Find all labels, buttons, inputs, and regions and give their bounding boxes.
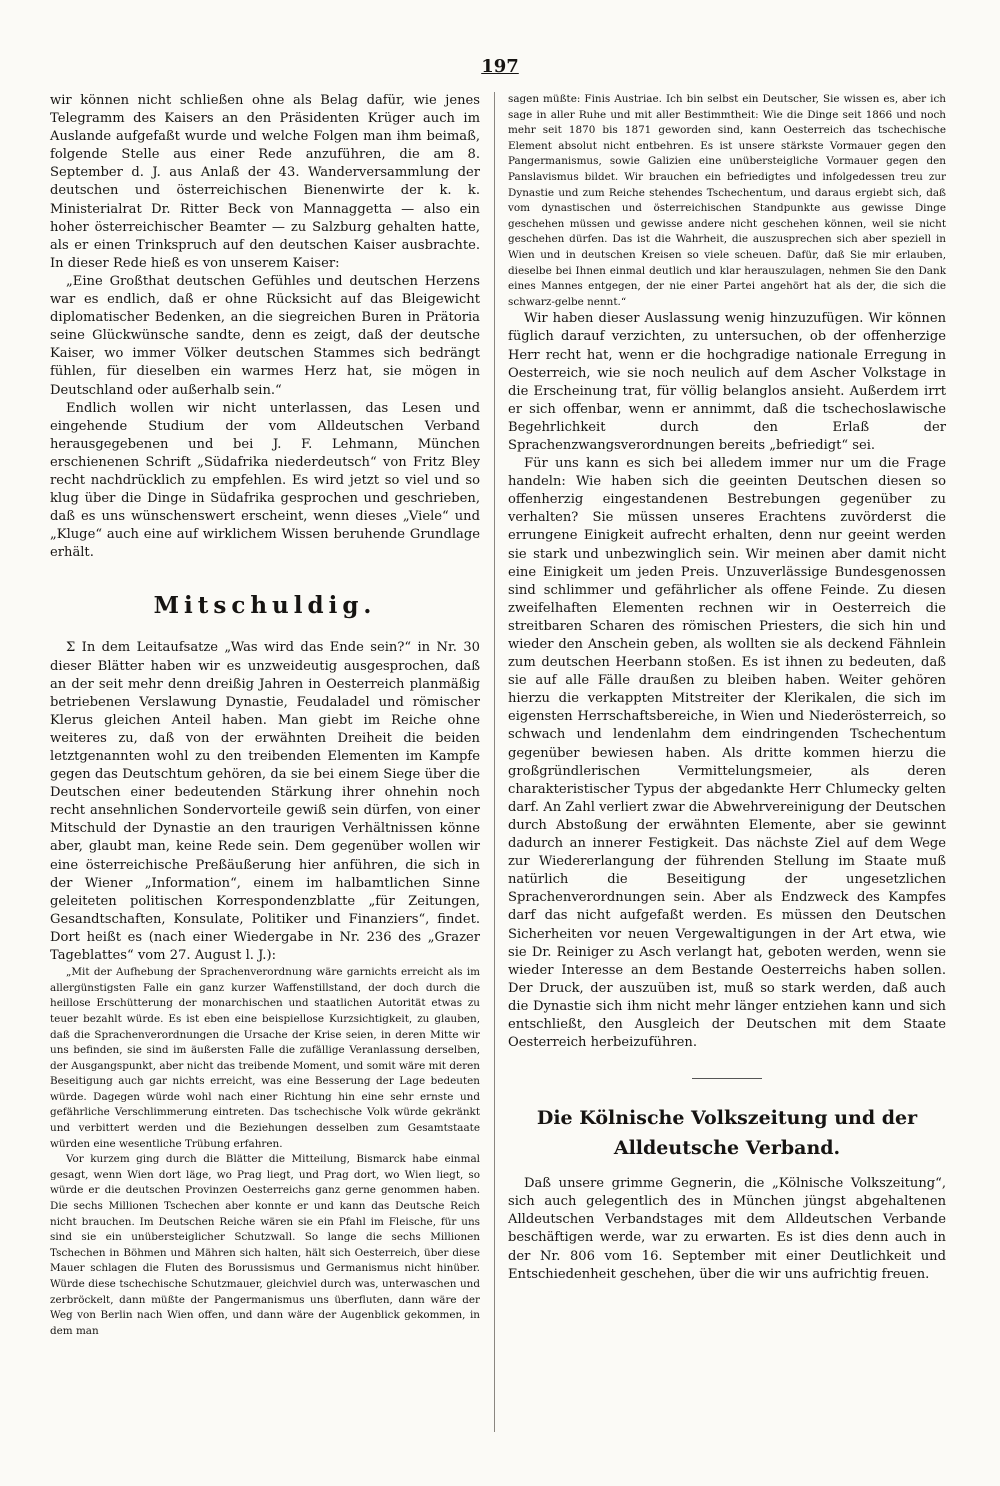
quote-paragraph: „Mit der Aufhebung der Sprachenverordnung wäre garnichts erreicht als im allergünstigsten Falle ein ganz kurzer Waffenstillstand, der doch durch die heillose Erschütterung der monarchischen und staatlichen Autorität etwas zu teuer bezahlt würde. Es ist eben eine beispiellose Kurzsichtigkeit, zu glauben, daß die Sprachenverordnungen die Ursache der Krise seien, in deren Mitte wir uns befinden, sie sind im äußersten Falle die zufällige Veranlassung derselben, der Ausgangspunkt, aber nicht das treibende Moment, und somit wäre mit deren Beseitigung auch gar nichts erreicht, was eine Besserung der Lage bedeuten würde. Dagegen würde wohl nach einer Richtung hin eine sehr ernste und gefährliche Verschlimmerung eintreten. Das tschechische Volk würde gekränkt und verbittert werden und die Beziehungen desselben zum Gesamtstaate würden eine wesentliche Trübung erfahren. [50, 966, 480, 1150]
body-paragraph: Wir haben dieser Auslassung wenig hinzuzufügen. Wir können füglich darauf verzichten, zu untersuchen, ob der offenherzige Herr recht hat, wenn er die hochgradige nationale Erregung in Oesterreich, wie sie noch neulich auf dem Ascher Volkstage in die Erscheinung trat, für völlig belanglos ansieht. Außerdem irrt er sich offenbar, wenn er annimmt, daß die tschechoslawische Begehrlichkeit durch den Erlaß der Sprachenzwangsverordnungen bereits „befriedigt“ sei. [508, 311, 946, 453]
intro-paragraph: Endlich wollen wir nicht unterlassen, das Lesen und eingehende Studium der vom Alldeutschen Verband herausgegebenen und bei J. F. Lehmann, München erschienenen Schrift „Südafrika niederdeutsch“ von Fritz Bley recht nachdrücklich zu empfehlen. Es wird jetzt so viel und so klug über die Dinge in Südafrika gesprochen und geschrieben, daß es uns wünschenswert erscheint, wenn dieses „Viele“ und „Kluge“ auch eine auf wirklichem Wissen beruhende Grundlage erhält. [50, 400, 480, 561]
left-column [50, 92, 480, 1339]
column-divider [494, 92, 495, 1432]
quote-paragraph: sagen müßte: Finis Austriae. Ich bin selbst ein Deutscher, Sie wissen es, aber ich sage in aller Ruhe und mit aller Bestimmtheit: Wie die Dinge seit 1866 und noch mehr seit 1870 bis 1871 geworden sind, kann Oesterreich das tschechische Element absolut nicht entbehren. Es ist unsere stärkste Vormauer gegen den Pangermanismus, sowie Galizien eine unübersteigliche Vormauer gegen den Panslavismus bildet. Wir brauchen ein befriedigtes und infolgedessen treu zur Dynastie und zum Reiche stehendes Tschechentum, und daraus ergiebt sich, daß vom dynastischen und österreichischen Standpunkte aus gewisse Dinge geschehen müssen und gewisse andere nicht geschehen können, weil sie nicht geschehen dürfen. Das ist die Wahrheit, die auszusprechen sich aber speziell in Wien und in deutschen Kreisen so viele scheuen. Dafür, daß Sie mir erlauben, dieselbe bei Ihnen einmal deutlich und klar herauszulagen, nehmen Sie den Dank eines Mannes entgegen, der nie einer Partei angehört hat als der, die sich die schwarz-gelbe nennt.“ [508, 93, 946, 308]
section-paragraph: Σ In dem Leitaufsatze „Was wird das Ende sein?“ in Nr. 30 dieser Blätter haben wir es unzweideutig ausgesprochen, daß an der seit mehr denn dreißig Jahren in Oesterreich planmäßig betriebenen Verslawung Dynastie, Feudaladel und römischer Klerus gleichen Anteil haben. Man giebt im Reiche ohne weiteres zu, daß von der erwähnten Dreiheit die beiden letztgenannten wohl zu den treibenden Elementen im Kampfe gegen das Deutschtum gehören, da sie bei einem Siege über die Deutschen einer bedeutenden Stärkung ihrer ohnehin noch recht ansehnlichen Sondervorteile gewiß sein dürfen, von einer Mitschuld der Dynastie an den traurigen Verhältnissen könne aber, glaubt man, keine Rede sein. Dem gegenüber wollen wir eine österreichische Preßäußerung hier anführen, die sich in der Wiener „Information“, einem im halbamtlichen Sinne geleiteten politischen Korrespondenzblatte „für Zeitungen, Gesandtschaften, Konsulate, Politiker und Finanziers“, findet. Dort heißt es (nach einer Wiedergabe in Nr. 236 des „Grazer Tageblattes“ vom 27. August l. J.): [50, 640, 480, 964]
section-divider [692, 1078, 762, 1079]
section-title-mitschuldig: Mitschuldig. [153, 592, 377, 620]
section-paragraph: Daß unsere grimme Gegnerin, die „Kölnische Volkszeitung“, sich auch gelegentlich des in München jüngst abgehaltenen Alldeutschen Verbandstages mit dem Alldeutschen Verbande beschäftigen werde, war zu erwarten. Es ist dies denn auch in der Nr. 806 vom 16. September mit einer Deutlichkeit und Entschiedenheit geschehen, über die wir uns aufrichtig freuen. [508, 1176, 946, 1282]
section-title-line: Alldeutsche Verband. [613, 1137, 841, 1160]
intro-paragraph: „Eine Großthat deutschen Gefühles und deutschen Herzens war es endlich, daß er ohne Rücksicht auf das Bleigewicht diplomatischer Bedenken, an die siegreichen Buren in Prätoria seine Glückwünsche sandte, denn es zeigt, daß der deutsche Kaiser, wo immer Völker deutschen Stammes sich bedrängt fühlen, für dieselben ein warmes Herz hat, sie mögen in Deutschland oder außerhalb sein.“ [50, 273, 480, 398]
page-number: 197 [481, 56, 519, 77]
intro-paragraph: wir können nicht schließen ohne als Belag dafür, wie jenes Telegramm des Kaisers an den Präsidenten Krüger auch im Auslande aufgefaßt wurde und welche Folgen man ihm beimaß, folgende Stelle aus einer Rede anzuführen, die am 8. September d. J. aus Anlaß der 43. Wanderversammlung der deutschen und österreichischen Bienenwirte der k. k. Ministerialrat Dr. Ritter Beck von Mannaggetta — also ein hoher österreichischer Beamter — zu Salzburg gehalten hatte, als er einen Trinkspruch auf den deutschen Kaiser ausbrachte. In dieser Rede hieß es von unserem Kaiser: [50, 93, 480, 271]
body-paragraph: Für uns kann es sich bei alledem immer nur um die Frage handeln: Wie haben sich die geeinten Deutschen diesen so offenherzig eingestandenen Bestrebungen gegenüber zu verhalten? Sie müssen unseres Erachtens zuvörderst die errungene Einigkeit aufrecht erhalten, denn nur geeint werden sie stark und unbezwinglich sein. Wir meinen aber damit nicht eine Einigkeit um jeden Preis. Unzuverlässige Bundesgenossen sind schlimmer und gefährlicher als offene Feinde. Zu diesen zweifelhaften Elementen rechnen wir in Oesterreich die streitbaren Scharen des römischen Priesters, die sich hin und wieder den Anschein geben, als wollten sie als deckend Fähnlein zum deutschen Heerbann stoßen. Es ist ihnen zu bedeuten, daß sie auf alle Fälle draußen zu bleiben haben. Weiter gehören hierzu die verkappten Mitstreiter der Klerikalen, die sich im eigensten Herrschaftsbereiche, in Wien und Niederösterreich, so schwach und lendenlahm dem eindringenden Tschechentum gegenüber bewiesen haben. Als dritte kommen hierzu die großgründlerischen Vermittelungsmeier, als deren charakteristischer Typus der abgedankte Herr Chlumecky gelten darf. An Zahl verliert zwar die Abwehrvereinigung der Deutschen durch Abstoßung der erwähnten Elemente, aber sie gewinnt dadurch an innerer Festigkeit. Das nächste Ziel auf dem Wege zur Wiedererlangung der führenden Stellung im Staate muß natürlich die Beseitigung der ungesetzlichen Sprachenverordnungen sein. Aber als Endzweck des Kampfes darf das nicht aufgefaßt werden. Es müssen den Deutschen Sicherheiten vor neuen Vergewaltigungen in der Art etwa, wie sie Dr. Reiniger zu Asch verlangt hat, geboten werden, wenn sie wieder Interesse an dem Bestande Oesterreichs haben sollen. Der Druck, der auszuüben ist, muß so stark werden, daß auch die Dynastie sich ihm nicht mehr länger entziehen kann und sich entschließt, den Ausgleich der Deutschen mit dem Staate Oesterreich herbeizuführen. [508, 456, 946, 1051]
right-column [508, 92, 946, 1284]
quote-paragraph: Vor kurzem ging durch die Blätter die Mitteilung, Bismarck habe einmal gesagt, wenn Wien dort läge, wo Prag liegt, und Prag dort, wo Wien liegt, so würde er die deutschen Provinzen Oesterreichs ganz gerne genommen haben. Die sechs Millionen Tschechen aber konnte er und kann das Deutsche Reich nicht brauchen. Im Deutschen Reiche wären sie ein Pfahl im Fleische, für uns sind sie ein unübersteiglicher Schutzwall. So lange die sechs Millionen Tschechen in Böhmen und Mähren sich halten, hält sich Oesterreich, über diese Mauer schlagen die Fluten des Borussismus und Germanismus nicht hinüber. Würde diese tschechische Schutzmauer, gleichviel durch was, unterwaschen und zerbröckelt, dann müßte der Pangermanismus uns überfluten, dann wäre der Weg von Berlin nach Wien offen, und dann wäre der Augenblick gekommen, in dem man [50, 1153, 480, 1337]
section-title-koelnische [508, 1103, 946, 1163]
section-title-line: Die Kölnische Volkszeitung und der [536, 1107, 918, 1130]
